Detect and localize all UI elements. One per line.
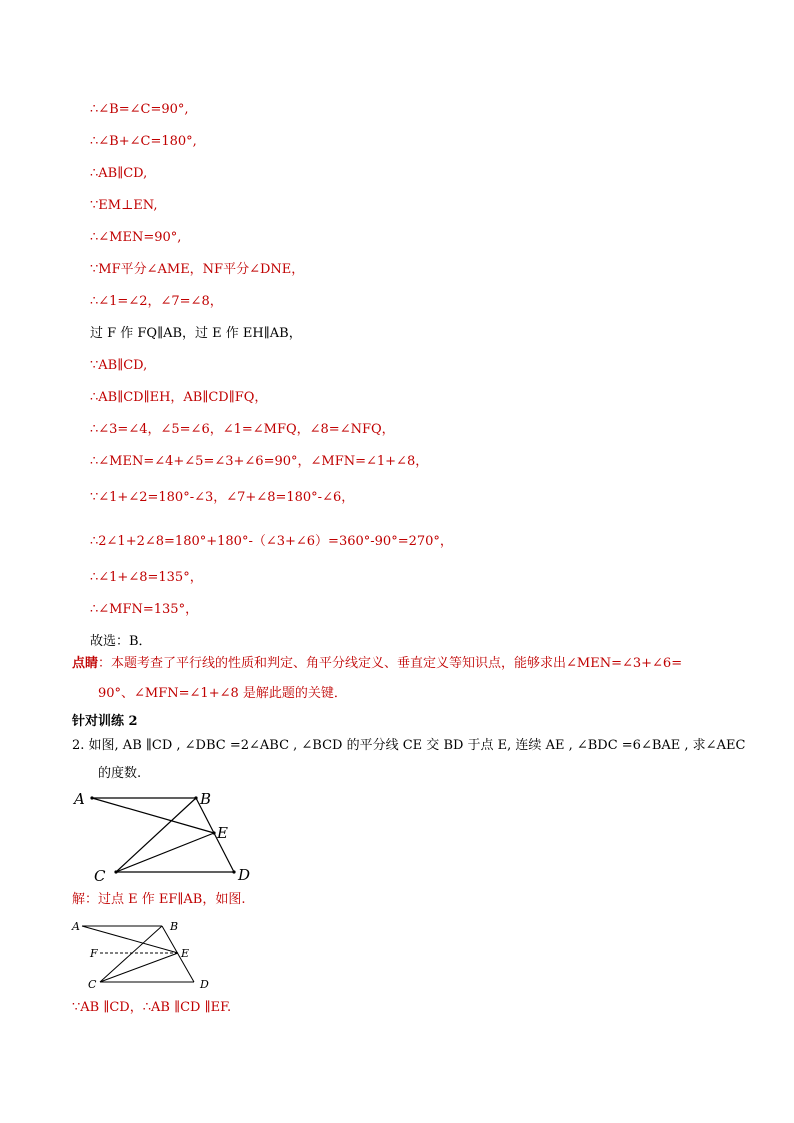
label-c-2: C — [88, 978, 97, 991]
label-b-2: B — [170, 920, 179, 933]
problem-line-2: 的度数. — [98, 766, 142, 781]
comment-text-1: ：本题考查了平行线的性质和判定、角平分线定义、垂直定义等知识点，能够求出∠MEN=∠3+∠6= — [98, 656, 683, 671]
solution-line-11: ∴∠3=∠4，∠5=∠6，∠1=∠MFQ，∠8=∠NFQ， — [90, 422, 395, 437]
label-f-2: F — [90, 947, 98, 960]
label-b: B — [200, 790, 212, 808]
label-a-2: A — [72, 920, 80, 933]
label-e: E — [217, 824, 228, 842]
label-d-2: D — [200, 978, 209, 991]
segment-bd — [196, 798, 234, 872]
solution-line-16: ∴∠MFN=135°， — [90, 602, 199, 617]
label-e-2: E — [181, 947, 190, 960]
answer-intro: 解：过点 E 作 EF∥AB，如图. — [72, 892, 246, 907]
segment-ce — [116, 833, 214, 872]
solution-line-4: ∵EM⊥EN, — [90, 198, 158, 213]
geometry-figure-2 — [70, 914, 220, 994]
label-a: A — [74, 790, 85, 808]
solution-line-2: ∴∠B+∠C=180°, — [90, 134, 197, 149]
solution-line-7: ∴∠1=∠2，∠7=∠8， — [90, 294, 223, 309]
section-title: 针对训练 2 — [72, 714, 138, 729]
comment-label: 点睛 — [72, 656, 99, 671]
final-line: ∵AB ∥CD，∴AB ∥CD ∥EF. — [72, 1000, 232, 1015]
solution-line-15: ∴∠1+∠8=135°， — [90, 570, 203, 585]
comment-line-2: 90°、∠MFN=∠1+∠8 是解此题的关键． — [98, 686, 347, 701]
solution-line-3: ∴AB∥CD, — [90, 166, 148, 181]
problem-line-1: 2. 如图, AB ∥CD , ∠DBC =2∠ABC , ∠BCD 的平分线 CE 交 BD 于点 E, 连续 AE , ∠BDC =6∠BAE , 求∠AEC — [72, 738, 746, 753]
solution-line-13: ∵∠1+∠2=180°-∠3，∠7+∠8=180°-∠6， — [90, 490, 355, 505]
solution-line-1: ∴∠B=∠C=90°, — [90, 102, 189, 117]
label-c: C — [94, 867, 106, 885]
solution-line-6: ∵MF平分∠AME，NF平分∠DNE， — [90, 262, 305, 277]
comment-line-1 — [72, 656, 682, 672]
solution-line-5: ∴∠MEN=90°, — [90, 230, 182, 245]
solution-line-9: ∵AB∥CD, — [90, 358, 148, 373]
solution-line-10: ∴AB∥CD∥EH，AB∥CD∥FQ， — [90, 390, 268, 405]
geometry-figure-1 — [70, 786, 260, 886]
segment-cb — [116, 798, 196, 872]
label-d: D — [238, 866, 251, 884]
segment-ae — [92, 798, 214, 833]
solution-line-12: ∴∠MEN=∠4+∠5=∠3+∠6=90°，∠MFN=∠1+∠8， — [90, 454, 429, 469]
solution-line-14: ∴2∠1+2∠8=180°+180°-（∠3+∠6）=360°-90°=270°， — [90, 534, 453, 549]
solution-line-17: 故选：B． — [90, 634, 152, 649]
solution-line-8: 过 F 作 FQ∥AB，过 E 作 EH∥AB， — [90, 326, 302, 341]
